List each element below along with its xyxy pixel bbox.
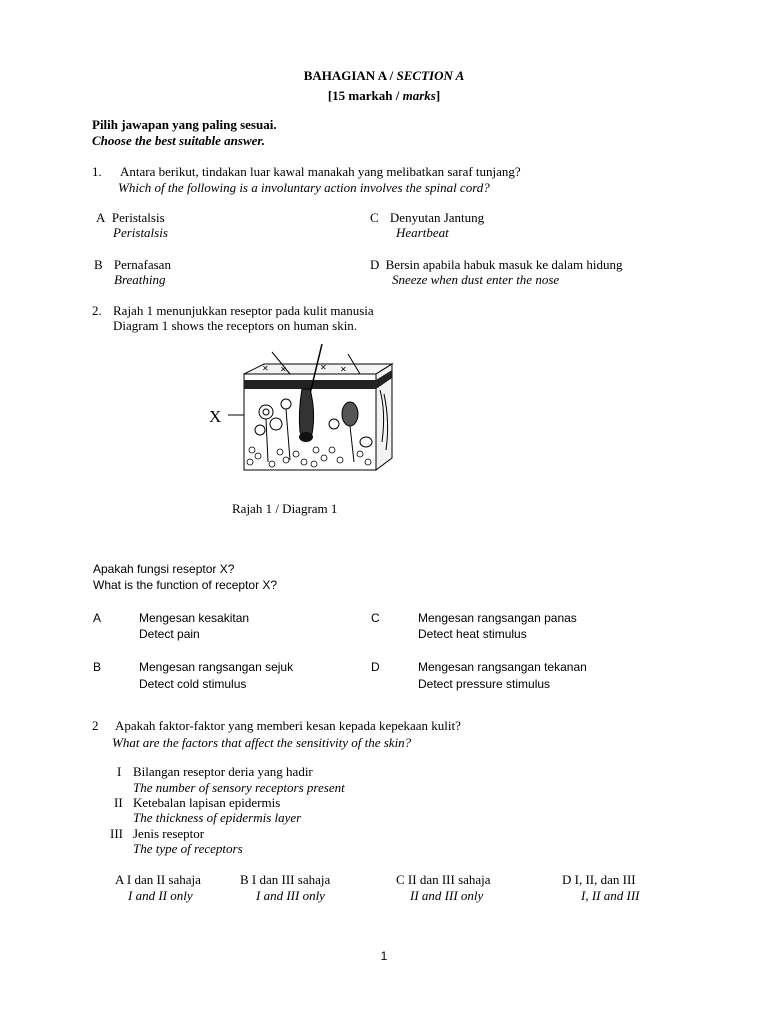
q1-option-d[interactable] — [370, 257, 622, 273]
q3-number: 2 — [92, 718, 99, 733]
q3-option-d[interactable]: D I, II, dan III — [562, 872, 636, 887]
q1-option-a-en: Peristalsis — [113, 225, 168, 240]
q2-option-c-en: Detect heat stimulus — [418, 627, 527, 641]
option-letter: B — [94, 257, 103, 272]
diagram-caption: Rajah 1 / Diagram 1 — [232, 501, 338, 516]
q2-option-b-en: Detect cold stimulus — [139, 677, 247, 691]
q3-option-a-en: I and II only — [128, 888, 193, 903]
q1-option-c[interactable] — [370, 210, 484, 226]
svg-text:✕: ✕ — [262, 364, 269, 373]
diagram-label-x: X — [209, 407, 222, 426]
q2-option-a-letter[interactable]: A — [93, 611, 102, 625]
q2-option-a-ms: Mengesan kesakitan — [139, 611, 250, 625]
q3-statement-1-ms: Bilangan reseptor deria yang hadir — [133, 764, 313, 779]
option-text-ms: Denyutan Jantung — [389, 210, 485, 225]
marks-open: [15 markah / — [327, 88, 403, 103]
svg-text:✕: ✕ — [340, 365, 347, 374]
q2-option-b-ms: Mengesan rangsangan sejuk — [139, 660, 294, 674]
q2-option-b-letter[interactable]: B — [93, 660, 102, 674]
svg-text:✕: ✕ — [320, 363, 327, 372]
q2-option-a-en: Detect pain — [139, 627, 200, 641]
q2-text-ms: Rajah 1 menunjukkan reseptor pada kulit manusia — [113, 303, 374, 318]
marks-close: ] — [435, 88, 441, 103]
q3-option-c-en: II and III only — [410, 888, 484, 903]
q1-option-b-en: Breathing — [114, 272, 166, 287]
option-text-ms: Pernafasan — [113, 257, 171, 272]
q1-option-d-en: Sneeze when dust enter the nose — [392, 272, 560, 287]
q1-option-b[interactable] — [94, 257, 171, 273]
marks-heading — [0, 88, 768, 104]
q3-text-en: What are the factors that affect the sensitivity of the skin? — [112, 735, 412, 750]
skin-receptor-diagram — [200, 342, 410, 482]
q3-statement-1-roman: I — [117, 764, 122, 779]
q3-statement-3-roman: III — [110, 826, 123, 841]
option-letter: A — [96, 210, 105, 225]
q2-text-en: Diagram 1 shows the receptors on human skin. — [113, 318, 358, 333]
q3-option-b[interactable]: B I dan III sahaja — [240, 872, 331, 887]
q3-option-b-en: I and III only — [256, 888, 325, 903]
q3-statement-2-ms: Ketebalan lapisan epidermis — [133, 795, 281, 810]
q3-option-d-en: I, II and III — [581, 888, 640, 903]
q1-option-c-en: Heartbeat — [396, 225, 449, 240]
section-label-en: SECTION A — [396, 68, 465, 83]
option-text-ms: Bersin apabila habuk masuk ke dalam hidung — [385, 257, 623, 272]
q2-option-c-ms: Mengesan rangsangan panas — [418, 611, 577, 625]
option-text-ms: Peristalsis — [111, 210, 165, 225]
q3-statement-2-en: The thickness of epidermis layer — [133, 810, 302, 825]
q2-question-en: What is the function of receptor X? — [93, 578, 278, 592]
q3-text-ms: Apakah faktor-faktor yang memberi kesan kepada kepekaan kulit? — [115, 718, 461, 733]
option-letter: D — [370, 257, 380, 272]
marks-en: marks — [402, 88, 436, 103]
q3-statement-1-en: The number of sensory receptors present — [133, 780, 345, 795]
instruction-ms: Pilih jawapan yang paling sesuai. — [92, 117, 277, 132]
q3-statement-3-en: The type of receptors — [133, 841, 243, 856]
page-number: 1 — [380, 949, 388, 963]
q2-number: 2. — [92, 303, 102, 318]
q3-option-c[interactable]: C II dan III sahaja — [396, 872, 491, 887]
q1-number: 1. — [92, 164, 102, 179]
q2-option-d-ms: Mengesan rangsangan tekanan — [418, 660, 587, 674]
q1-text-en: Which of the following is a involuntary action involves the spinal cord? — [118, 180, 490, 195]
q1-text-ms: Antara berikut, tindakan luar kawal manakah yang melibatkan saraf tunjang? — [120, 164, 521, 179]
option-letter: C — [370, 210, 379, 225]
q3-option-a[interactable]: A I dan II sahaja — [115, 872, 201, 887]
q2-option-c-letter[interactable]: C — [371, 611, 380, 625]
q2-option-d-en: Detect pressure stimulus — [418, 677, 551, 691]
q3-statement-3-ms: Jenis reseptor — [133, 826, 205, 841]
instruction-en: Choose the best suitable answer. — [92, 133, 265, 148]
section-heading — [0, 68, 768, 84]
q3-statement-2-roman: II — [114, 795, 123, 810]
q1-option-a[interactable] — [96, 210, 165, 226]
q2-question-ms: Apakah fungsi reseptor X? — [93, 562, 235, 576]
q2-option-d-letter[interactable]: D — [371, 660, 380, 674]
section-label-ms: BAHAGIAN A / — [303, 68, 397, 83]
svg-text:✕: ✕ — [280, 365, 287, 374]
